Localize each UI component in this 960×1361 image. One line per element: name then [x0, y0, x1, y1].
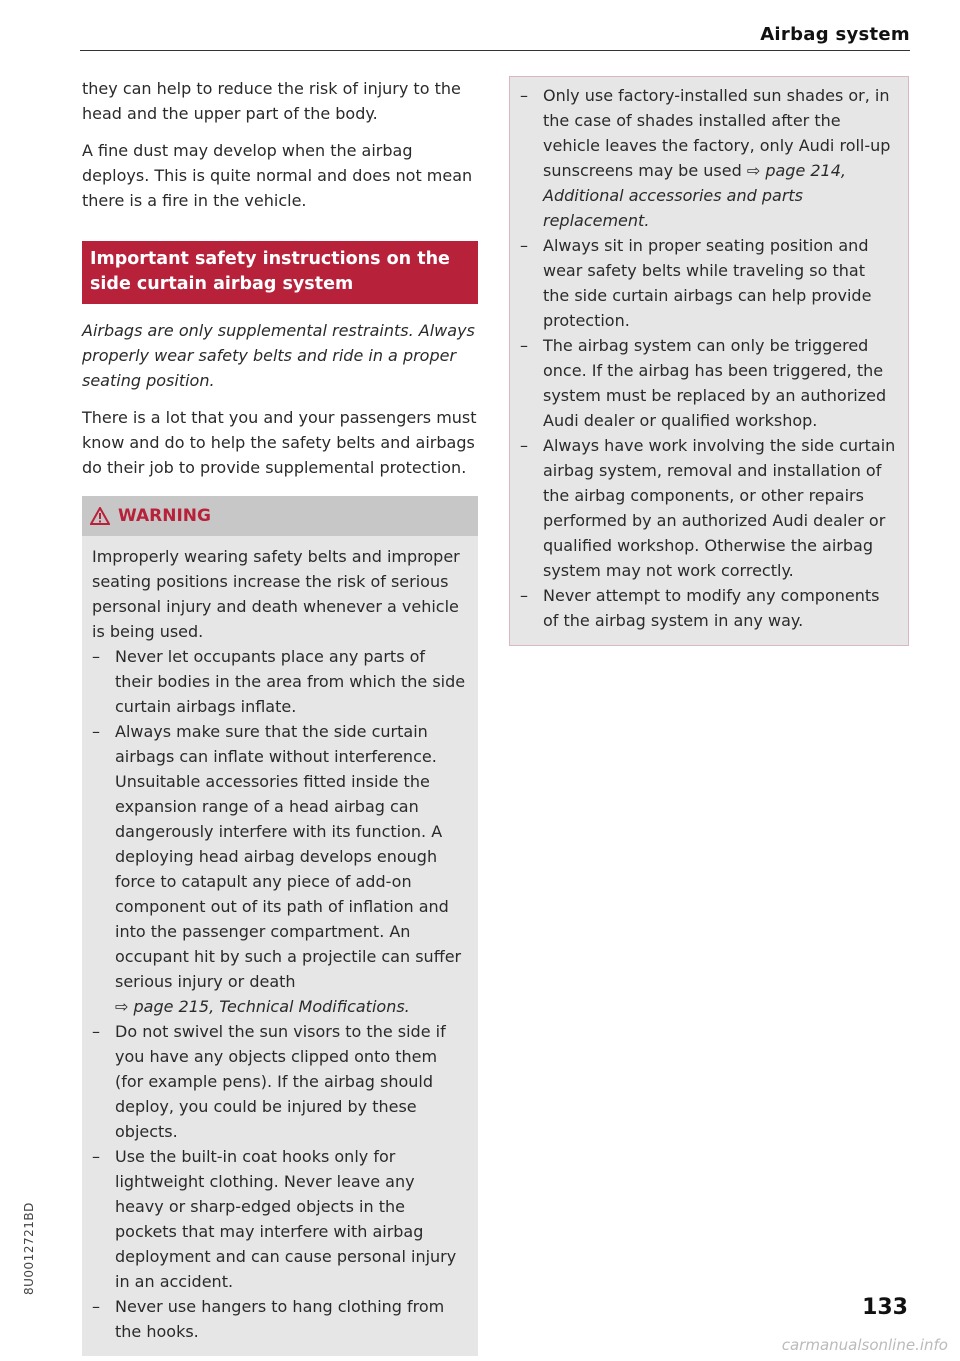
list-item: – The airbag system can only be triggered once. If the airbag has been triggered, the system must be replaced by an authorized Audi dealer or qualified workshop. — [520, 336, 887, 430]
warning-list — [92, 644, 466, 1344]
section-heading: Important safety instructions on the side curtain airbag system — [82, 241, 478, 304]
warning-lead: Improperly wearing safety belts and improper seating positions increase the risk of serious personal injury and death whenever a vehicle is being used. — [92, 547, 460, 641]
paragraph: There is a lot that you and your passengers must know and do to help the safety belts and airbags do their job to provide supplemental protection. — [82, 408, 477, 477]
right-column — [509, 76, 909, 646]
paragraph: they can help to reduce the risk of injury to the head and the upper part of the body. — [82, 79, 461, 123]
page-number: 133 — [862, 1295, 908, 1320]
list-item: – Only use factory-installed sun shades or, in the case of shades installed after the vehicle leaves the factory, only Audi roll-up sunscreens may be used ⇨ page 214, Additional accessories and parts replacement. — [520, 86, 891, 230]
watermark: carmanualsonline.info — [781, 1336, 948, 1354]
warning-header — [82, 496, 478, 536]
header-rule — [80, 50, 910, 51]
list-item: – Always sit in proper seating position and wear safety belts while traveling so that the side curtain airbags can help provide protection. — [520, 236, 872, 330]
warning-box-continued — [509, 76, 909, 646]
list-item: – Do not swivel the sun visors to the side if you have any objects clipped onto them (for example pens). If the airbag should deploy, you could be injured by these objects. — [92, 1022, 446, 1141]
paragraph: A fine dust may develop when the airbag deploys. This is quite normal and does not mean there is a fire in the vehicle. — [82, 141, 473, 210]
warning-list — [520, 83, 896, 633]
list-item: – Never let occupants place any parts of their bodies in the area from which the side curtain airbags inflate. — [92, 647, 466, 716]
warning-triangle-icon — [90, 507, 110, 525]
warning-box — [82, 496, 478, 1356]
list-item: – Never use hangers to hang clothing from the hooks. — [92, 1297, 445, 1341]
list-item: – Always make sure that the side curtain airbags can inflate without interference. Unsuitable accessories fitted inside the expansion range of a head airbag can dangerously interfere with its function. A deploying head airbag develops enough force to catapult any piece of add-on component out of its path of inflation and into the passenger compartment. An occupant hit by such a projectile can suffer serious injury or death ⇨ page 215, Technical Modifications. — [92, 722, 462, 1016]
warning-title: WARNING — [118, 506, 211, 526]
page-reference-link[interactable]: ⇨ page 215, Technical Modifications. — [115, 997, 410, 1016]
page-header-title: Airbag system — [760, 24, 910, 45]
list-item: – Use the built-in coat hooks only for lightweight clothing. Never leave any heavy or sharp-edged objects in the pockets that may interfere with airbag deployment and can cause personal injury in an accident. — [92, 1147, 457, 1291]
list-item: – Always have work involving the side curtain airbag system, removal and installation of the airbag components, or other repairs performed by an authorized Audi dealer or qualified workshop. Otherwise the airbag system may not work correctly. — [520, 436, 896, 580]
document-code: 8U0012721BD — [22, 1202, 36, 1295]
list-item: – Never attempt to modify any components of the airbag system in any way. — [520, 586, 880, 630]
warning-body — [82, 536, 478, 1356]
section-intro: Airbags are only supplemental restraints. Always properly wear safety belts and ride in a proper seating position. — [82, 321, 475, 390]
left-column — [82, 76, 478, 1356]
page-reference-link[interactable]: ⇨ page 214, Additional accessories and parts replacement. — [543, 161, 846, 230]
